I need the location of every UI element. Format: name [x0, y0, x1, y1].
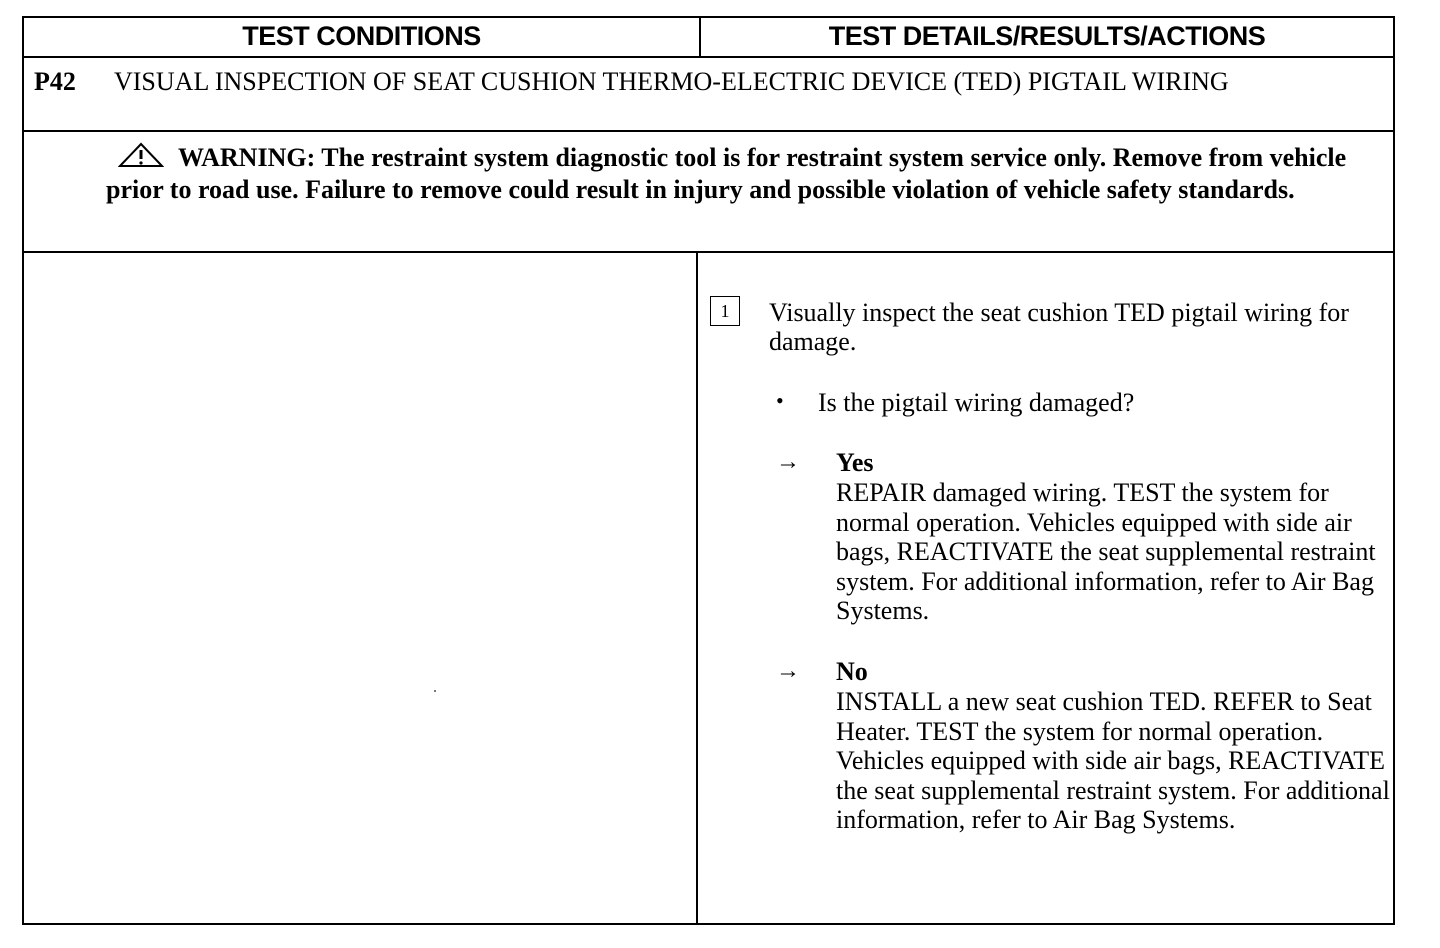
header-test-conditions: TEST CONDITIONS: [242, 20, 481, 51]
scan-speck: [434, 690, 436, 692]
arrow-right-icon: →: [776, 449, 800, 475]
answer-yes-action: REPAIR damaged wiring. TEST the system for normal operation. Vehicles equipped with side air bags, REACTIVATE the seat supplemental restraint system. For additional information, refer to Air Bag Systems.: [836, 478, 1376, 625]
body-divider: [696, 253, 698, 925]
answer-yes-label: Yes: [836, 448, 874, 477]
arrow-right-icon: →: [776, 658, 800, 684]
pinpoint-id: P42: [34, 67, 76, 96]
header-test-details: TEST DETAILS/RESULTS/ACTIONS: [828, 20, 1266, 51]
row-divider-title: [24, 130, 1393, 132]
step-instruction: Visually inspect the seat cushion TED pigtail wiring for damage.: [769, 298, 1349, 356]
row-divider-header: [24, 56, 1393, 58]
answer-no-action: INSTALL a new seat cushion TED. REFER to Seat Heater. TEST the system for normal operation. Vehicles equipped with side air bags, REACTIVATE the seat supplemental restraint system. For additional information, refer to Air Bag Systems.: [836, 687, 1390, 834]
pinpoint-title: VISUAL INSPECTION OF SEAT CUSHION THERMO-ELECTRIC DEVICE (TED) PIGTAIL WIRING: [114, 67, 1229, 96]
row-divider-warning: [24, 251, 1393, 253]
test-table: [22, 16, 1395, 925]
header-divider: [699, 18, 701, 58]
warning-text: WARNING: The restraint system diagnostic tool is for restraint system service only. Remove from vehicle prior to road use. Failure to remove could result in injury and possible violation of vehicle safety standards.: [106, 143, 1347, 204]
step-number-box: 1: [710, 296, 740, 326]
step-question: Is the pigtail wiring damaged?: [818, 388, 1135, 417]
bullet-icon: •: [776, 388, 784, 413]
warning-triangle-icon: [118, 142, 164, 175]
warning-block: [106, 142, 1366, 205]
answer-no-label: No: [836, 657, 868, 686]
